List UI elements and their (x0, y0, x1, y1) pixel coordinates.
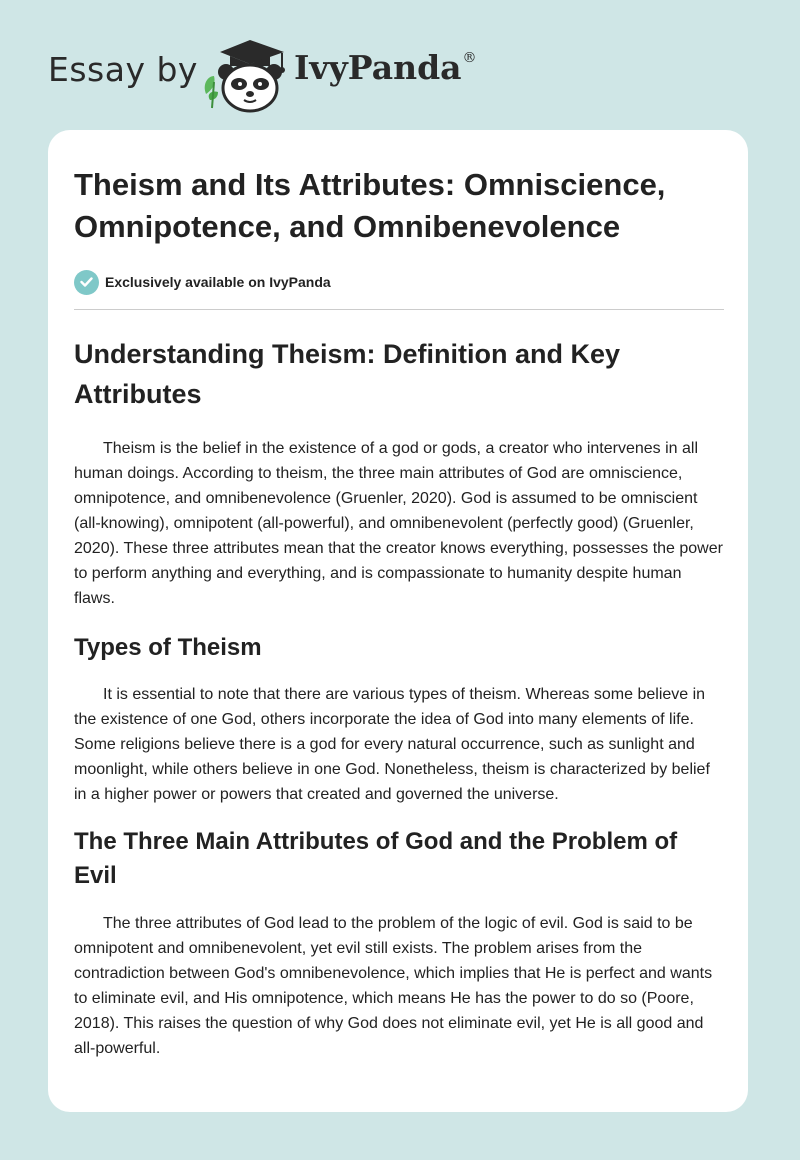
section-paragraph: The three attributes of God lead to the problem of the logic of evil. God is said to be omnipotent and omnibenevolent, yet evil still exists. The problem arises from the contradiction between God's omnibenevolence, which implies that He is perfect and wants to eliminate evil, and His omnipotence, which means He has the power to do so (Poore, 2018). This raises the question of why God does not eliminate evil, yet He is all good and all-powerful. (74, 915, 713, 1057)
section-heading: The Three Main Attributes of God and the Problem of Evil (74, 828, 678, 889)
badge-text: Exclusively available on IvyPanda (105, 274, 331, 290)
site-header (48, 30, 548, 120)
exclusive-badge (74, 269, 724, 295)
article-content (74, 164, 724, 1061)
divider (74, 309, 724, 310)
panda-graduate-icon[interactable] (200, 36, 288, 116)
page-title: Theism and Its Attributes: Omniscience, Omnipotence, and Omnibenevolence (74, 167, 666, 244)
brand-name[interactable]: IvyPanda® (294, 48, 477, 87)
article-card (48, 130, 748, 1112)
section-heading: Types of Theism (74, 634, 262, 661)
section-paragraph: It is essential to note that there are various types of theism. Whereas some believe in the existence of one God, others incorporate the idea of God into many elements of life. Some religions believe there is a god for every natural occurrence, such as sunlight and moonlight, while others believe in one God. Nonetheless, theism is characterized by belief in a higher power or powers that created and governed the universe. (74, 686, 710, 803)
registered-mark: ® (462, 50, 477, 66)
section-heading: Understanding Theism: Definition and Key Attributes (74, 339, 621, 409)
check-circle-icon (74, 270, 99, 295)
section-paragraph: Theism is the belief in the existence of a god or gods, a creator who intervenes in all human doings. According to theism, the three main attributes of God are omniscience, omnipotence, and omnibenevolence (Gruenler, 2020). God is assumed to be omniscient (all-knowing), omnipotent (all-powerful), and omnibenevolent (perfectly good) (Gruenler, 2020). These three attributes mean that the creator knows everything, possesses the power to perform anything and everything, and is compassionate to humanity despite human flaws. (74, 440, 723, 607)
brand-prefix: Essay by (48, 50, 198, 89)
